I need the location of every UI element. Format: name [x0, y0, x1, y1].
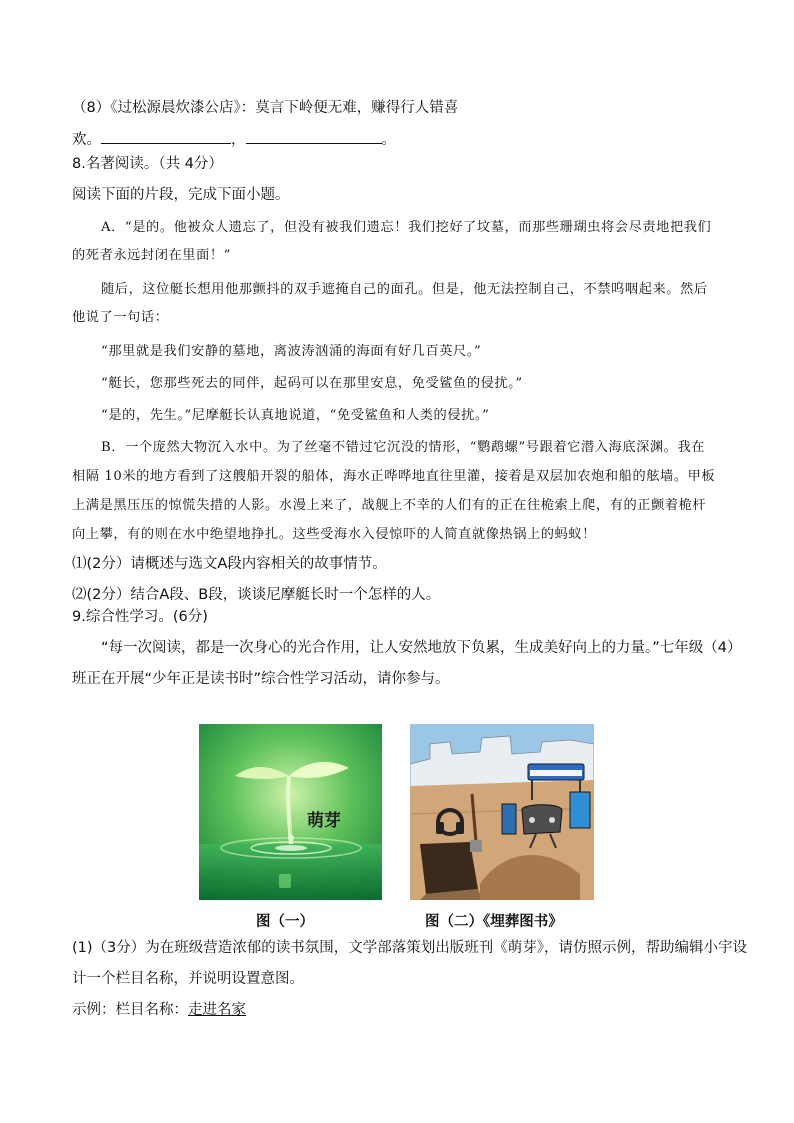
q9-sub1-block [72, 938, 748, 1020]
figure-2-buried-books-image [410, 724, 594, 900]
poem-period: 。 [381, 132, 396, 148]
q9-title: 9.综合性学习。(6分) [72, 609, 208, 625]
q8-poem-blanks [72, 129, 722, 150]
passage-b-line-4: 向上攀，有的则在水中绝望地挣扎。这些受海水入侵惊吓的人简直就像热锅上的蚂蚁！ [72, 527, 596, 542]
passage-a-line-1: A．“是的。他被众人遗忘了，但没有被我们遗忘！我们挖好了坟墓，而那些珊瑚虫将会尽责地把我们 [101, 220, 712, 235]
q8-instruction: 阅读下面的片段，完成下面小题。 [72, 187, 290, 203]
passage-b-line-3: 上满是黑压压的惊慌失措的人影。水漫上来了，战舰上不幸的人们有的正在往桅索上爬，有的正颤着桅杆 [72, 498, 707, 513]
answer-blank-2[interactable] [246, 129, 382, 144]
example-value: 走进名家 [188, 1002, 246, 1018]
sprout-illustration [199, 724, 382, 900]
document-page [72, 98, 742, 689]
poem-text: （8）《过松源晨炊漆公店》：莫言下岭便无难，赚得行人错喜 [72, 100, 459, 116]
passage-a2-line-1: 随后，这位艇长想用他那颤抖的双手遮掩自己的面孔。但是，他无法控制自己，不禁呜咽起来。然后 [101, 282, 708, 297]
poem-cont: 欢。 [72, 132, 101, 148]
poem-comma: ， [231, 132, 246, 148]
q8-sub1: ⑴(2分）请概述与选文A段内容相关的故事情节。 [72, 556, 387, 572]
example-label: 示例：栏目名称： [72, 1002, 188, 1018]
quote-1: “那里就是我们安静的墓地，离波涛汹涌的海面有好几百英尺。” [101, 344, 482, 359]
answer-blank-1[interactable] [101, 129, 231, 144]
q8-title: 8.名著阅读。（共 4分） [72, 156, 223, 172]
q9-intro-line-2: 班正在开展“少年正是读书时”综合性学习活动，请你参与。 [72, 671, 450, 687]
passage-b-line-1: B．一个庞然大物沉入水中。为了丝毫不错过它沉没的情形，“鹦鹉螺”号跟着它潜入海底深渊。我在 [101, 440, 706, 455]
passage-a2-line-2: 他说了一句话： [72, 310, 169, 325]
figures [199, 724, 599, 930]
q8-sub2: ⑵(2分）结合A段、B段，谈谈尼摩艇长时一个怎样的人。 [72, 587, 441, 603]
figure-1-sprout-image [199, 724, 382, 900]
passage-a-line-2: 的死者永远封闭在里面！” [72, 248, 232, 263]
figure-1-caption: 图（一） [256, 914, 314, 930]
q9-sub1-line-1: (1)（3分）为在班级营造浓郁的读书氛围，文学部落策划出版班刊《萌芽》，请仿照示例，帮助编辑小宇设 [72, 940, 748, 956]
figure-2-caption: 图（二）《埋葬图书》 [425, 914, 563, 930]
q9-example [72, 1000, 732, 1020]
buried-books-illustration [410, 724, 594, 900]
q8-poem-line [72, 98, 722, 118]
quote-3: “是的，先生。”尼摩艇长认真地说道，“免受鲨鱼和人类的侵扰。” [101, 408, 490, 423]
q9-intro-line-1: “每一次阅读，都是一次身心的光合作用，让人安然地放下负累，生成美好向上的力量。”七年级（4） [101, 640, 742, 656]
quote-2: “艇长，您那些死去的同伴，起码可以在那里安息，免受鲨鱼的侵扰。” [101, 376, 523, 391]
figure-1-label: 萌芽 [307, 811, 341, 831]
q9-sub1-line-2: 计一个栏目名称，并说明设置意图。 [72, 971, 304, 987]
passage-b-line-2: 相隔 10米的地方看到了这艘船开裂的船体，海水正哗哗地直往里灌，接着是双层加农炮和船的舷墙。甲板 [72, 469, 716, 484]
